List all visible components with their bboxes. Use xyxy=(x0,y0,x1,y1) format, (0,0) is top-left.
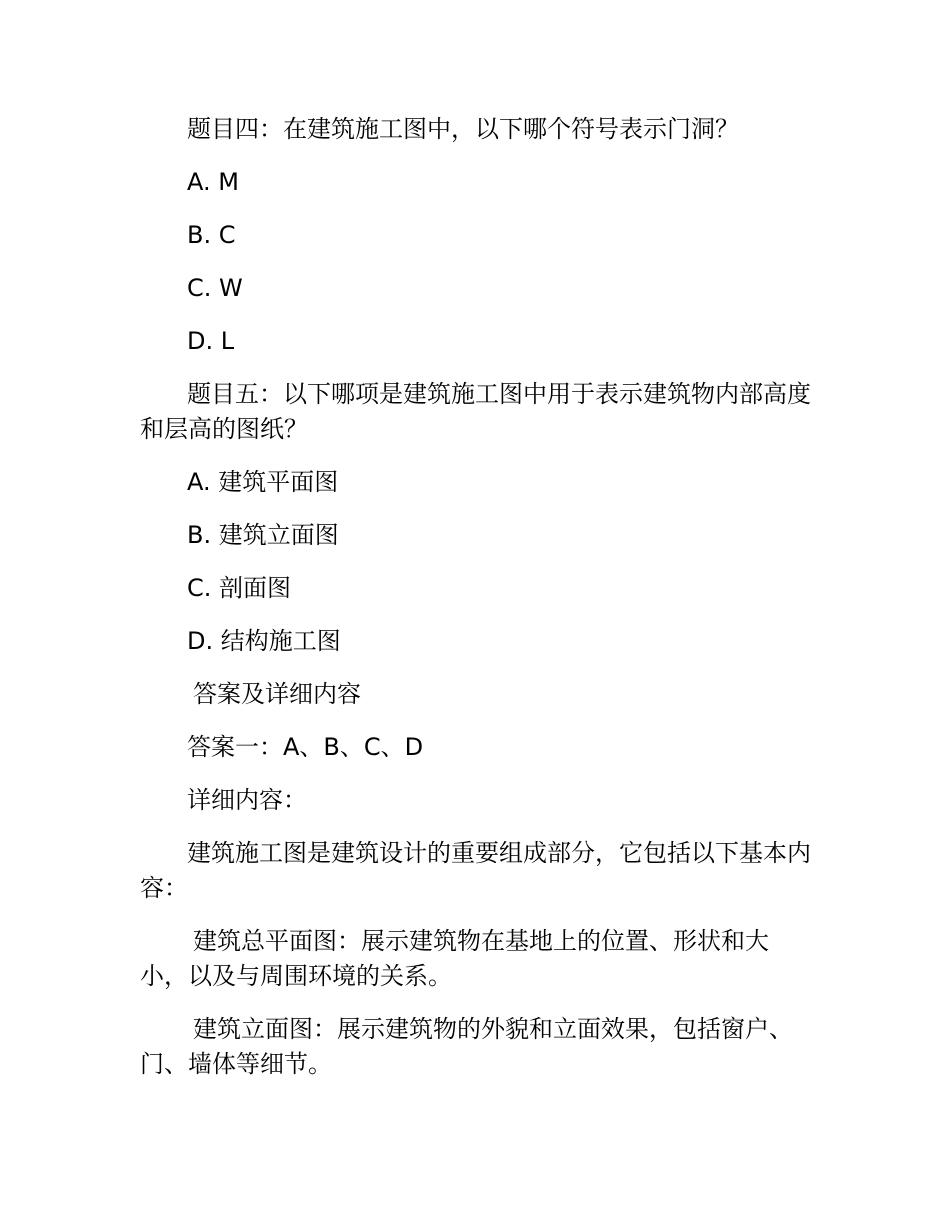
question-4-option-b: B. C xyxy=(187,221,236,249)
question-4-option-a: A. M xyxy=(187,168,239,196)
document-page xyxy=(140,112,812,1100)
answers-heading: 答案及详细内容 xyxy=(193,680,361,708)
question-5-option-b: B. 建筑立面图 xyxy=(187,521,339,549)
question-4-option-c: C. W xyxy=(187,274,243,302)
question-4-text: 题目四：在建筑施工图中，以下哪个符号表示门洞？ xyxy=(187,115,739,143)
details-label: 详细内容： xyxy=(187,786,307,814)
details-intro: 建筑施工图是建筑设计的重要组成部分，它包括以下基本内容： xyxy=(140,839,811,902)
detail-site-plan: 建筑总平面图：展示建筑物在基地上的位置、形状和大小，以及与周围环境的关系。 xyxy=(140,927,769,990)
question-5-option-d: D. 结构施工图 xyxy=(187,627,341,655)
question-5-option-a: A. 建筑平面图 xyxy=(187,468,339,496)
answer-1: 答案一：A、B、C、D xyxy=(187,733,424,761)
detail-elevation: 建筑立面图：展示建筑物的外貌和立面效果，包括窗户、门、墙体等细节。 xyxy=(140,1015,793,1078)
question-4-option-d: D. L xyxy=(187,327,235,355)
question-5-option-c: C. 剖面图 xyxy=(187,574,292,602)
question-5-text: 题目五：以下哪项是建筑施工图中用于表示建筑物内部高度和层高的图纸？ xyxy=(140,380,811,443)
